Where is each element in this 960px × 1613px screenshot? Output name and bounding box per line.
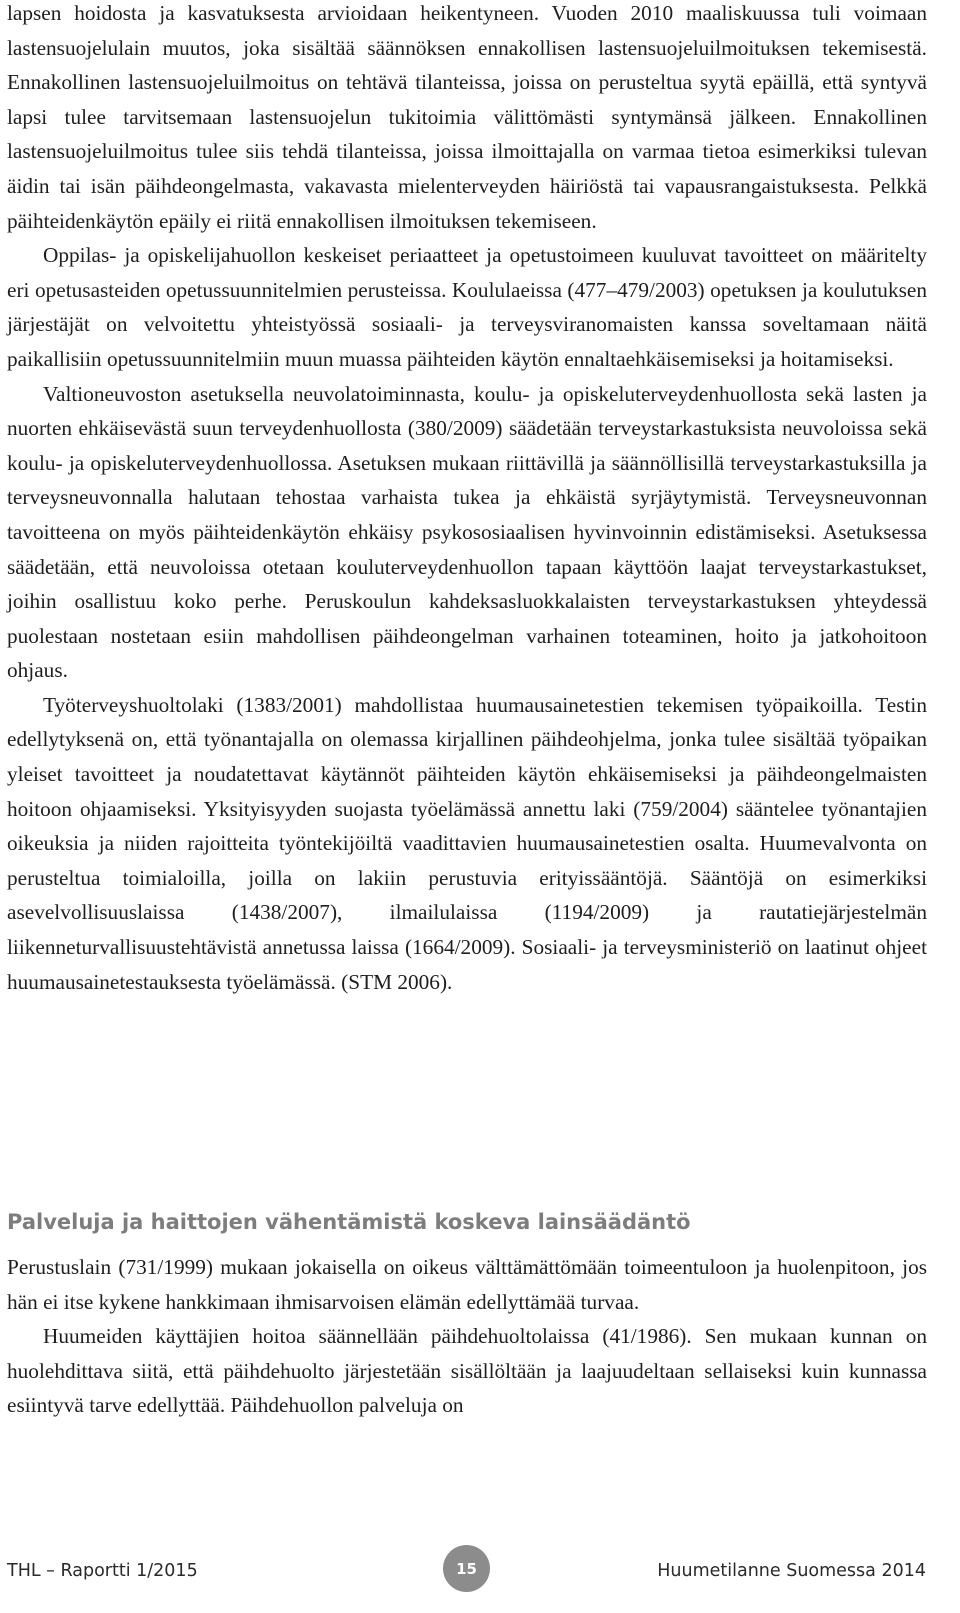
footer-title: Huumetilanne Suomessa 2014 [657,1561,926,1581]
page-number-badge: 15 [443,1545,490,1592]
paragraph-3: Valtioneuvoston asetuksella neuvolatoiminnasta, koulu- ja opiskeluterveydenhuollosta sekä lasten ja nuorten ehkäisevästä suun terveydenhuollosta (380/2009) säädetään terveystarkastuksista neuvoloissa sekä koulu- ja opiskeluterveydenhuollossa. Asetuksen mukaan riittävillä ja säännöllisillä terveystarkastuksilla ja terveysneuvonnalla halutaan tehostaa varhaista tukea ja ehkäistä syrjäytymistä. Terveysneuvonnan tavoitteena on myös päihteidenkäytön ehkäisy psykososiaalisen hyvinvoinnin edistämiseksi. Asetuksessa säädetään, että neuvoloissa otetaan kouluterveydenhuollon tapaan käyttöön laajat terveystarkastukset, joihin osallistuu koko perhe. Peruskoulun kahdeksasluokkalaisten terveystarkastuksen yhteydessä puolestaan nostetaan esiin mahdollisen päihdeongelman varhainen toteaminen, hoito ja jatkohoitoon ohjaus. [7,381,927,683]
paragraph-5: Perustuslain (731/1999) mukaan jokaisella on oikeus välttämättömään toimeentuloon ja huolenpitoon, jos hän ei itse kykene hankkimaan ihmisarvoisen elämän edellyttämää turvaa. [7,1255,927,1314]
paragraph-1: lapsen hoidosta ja kasvatuksesta arvioidaan heikentyneen. Vuoden 2010 maaliskuussa tuli voimaan lastensuojelulain muutos, joka sisältää säännöksen ennakollisen lastensuojeluilmoituksen tekemisestä. Ennakollinen lastensuojeluilmoitus on tehtävä tilanteissa, joissa on perusteltua syytä epäillä, että syntyvä lapsi tulee tarvitsemaan lastensuojelun tukitoimia välittömästi syntymänsä jälkeen. Ennakollinen lastensuojeluilmoitus tulee siis tehdä tilanteissa, joissa ilmoittajalla on varmaa tietoa esimerkiksi tulevan äidin tai isän päihdeongelmasta, vakavasta mielenterveyden häiriöstä tai vapausrangaistuksesta. Pelkkä päihteidenkäytön epäily ei riitä ennakollisen ilmoituksen tekemiseen. [7,1,927,233]
section-heading: Palveluja ja haittojen vähentämistä koskeva lainsäädäntö [7,1210,691,1234]
paragraph-4: Työterveyshuoltolaki (1383/2001) mahdollistaa huumausainetestien tekemisen työpaikoilla. Testin edellytyksenä on, että työnantajalla on olemassa kirjallinen päihdeohjelma, jonka tulee sisältää työpaikan yleiset tavoitteet ja noudatettavat käytännöt päihteiden käytön ehkäisemiseksi ja päihdeongelmaisten hoitoon ohjaamiseksi. Yksityisyyden suojasta työelämässä annettu laki (759/2004) sääntelee työnantajien oikeuksia ja niiden rajoitteita työntekijöiltä vaadittavien huumausainetestien osalta. Huumevalvonta on perusteltua toimialoilla, joilla on lakiin perustuvia erityissääntöjä. Sääntöjä on esimerkiksi asevelvollisuuslaissa (1438/2007), ilmailulaissa (1194/2009) ja rautatiejärjestelmän liikenneturvallisuustehtävistä annetussa laissa (1664/2009). Sosiaali- ja terveysministeriö on laatinut ohjeet huumausainetestauksesta työelämässä. (STM 2006). [7,692,927,994]
footer-publication: THL – Raportti 1/2015 [7,1561,198,1581]
paragraph-6: Huumeiden käyttäjien hoitoa säännellään päihdehuoltolaissa (41/1986). Sen mukaan kunnan on huolehdittava siitä, että päihdehuolto järjestetään sisällöltään ja laajuudeltaan sellaiseksi kuin kunnassa esiintyvä tarve edellyttää. Päihdehuollon palveluja on [7,1324,927,1418]
section-2-body [7,1250,927,1423]
section-1-body [7,0,927,999]
paragraph-2: Oppilas- ja opiskelijahuollon keskeiset periaatteet ja opetustoimeen kuuluvat tavoitteet on määritelty eri opetusasteiden opetussuunnitelmien perusteissa. Koululaeissa (477–479/2003) opetuksen ja koulutuksen järjestäjät on velvoitettu yhteistyössä sosiaali- ja terveysviranomaisten kanssa soveltamaan näitä paikallisiin opetussuunnitelmiin muun muassa päihteiden käytön ennaltaehkäisemiseksi ja hoitamiseksi. [7,243,927,371]
